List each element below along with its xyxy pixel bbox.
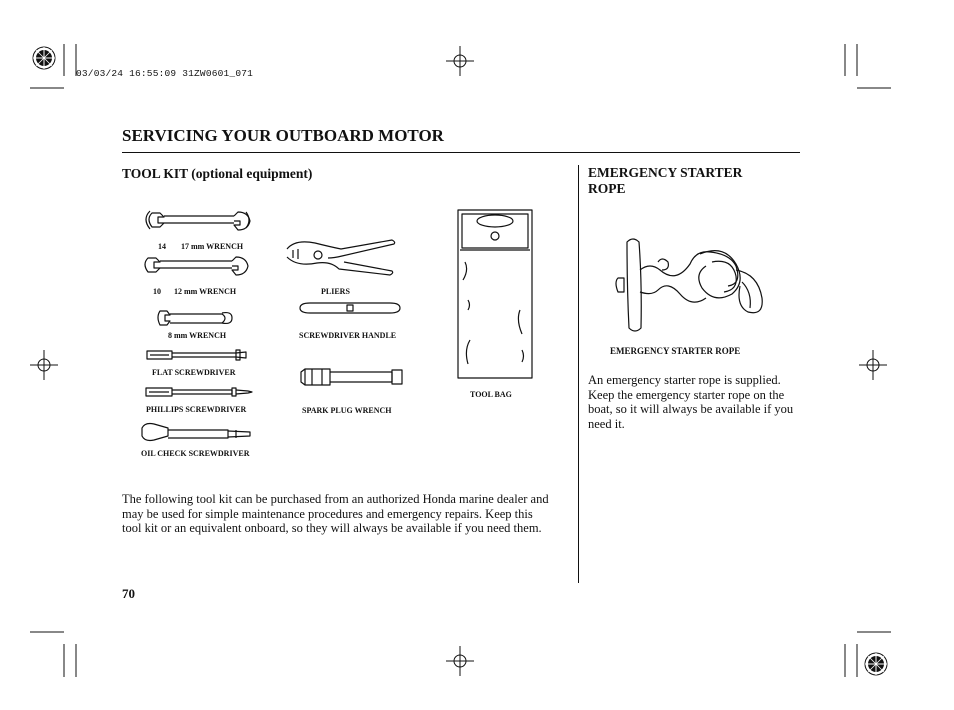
wrench-10-12-caption: 12 mm WRENCH (174, 287, 237, 296)
starter-rope-icon (616, 239, 762, 331)
tool-kit-paragraph: The following tool kit can be purchased from an authorized Honda marine dealer and may be used for simple maintenance procedures and emergency repairs. Keep this tool kit or an equivalent onboard, so they will always be available if you need them. (122, 492, 549, 536)
page-number: 70 (122, 586, 135, 601)
section-title: SERVICING YOUR OUTBOARD MOTOR (122, 126, 444, 145)
emergency-rope-caption: EMERGENCY STARTER ROPE (610, 346, 741, 356)
print-stamp: 03/03/24 16:55:09 31ZW0601_071 (76, 68, 254, 79)
spark-plug-wrench-caption: SPARK PLUG WRENCH (302, 406, 392, 415)
phillips-screwdriver-icon (146, 388, 252, 396)
tool-bag-caption: TOOL BAG (470, 390, 512, 399)
wrench-10-12-size: 10 (153, 287, 161, 296)
flat-screwdriver-icon (147, 350, 246, 360)
wrench-14-17-caption: 17 mm WRENCH (181, 242, 244, 251)
oil-check-screwdriver-icon (142, 424, 250, 441)
wrench-14-17-size: 14 (158, 242, 166, 251)
oil-check-screwdriver-caption: OIL CHECK SCREWDRIVER (141, 449, 250, 458)
tool-kit-heading: TOOL KIT (optional equipment) (122, 166, 313, 181)
spark-plug-wrench-icon (301, 369, 402, 385)
emergency-rope-paragraph: An emergency starter rope is supplied. Keep the emergency starter rope on the boat, so it will always be available if you need it. (588, 373, 794, 431)
flat-screwdriver-caption: FLAT SCREWDRIVER (152, 368, 236, 377)
phillips-screwdriver-caption: PHILLIPS SCREWDRIVER (146, 405, 247, 414)
emergency-rope-heading: EMERGENCY STARTER ROPE (588, 165, 743, 196)
wrench-8-icon (158, 311, 232, 325)
screwdriver-handle-icon (300, 303, 400, 313)
wrench-10-12-icon (145, 257, 248, 275)
pliers-caption: PLIERS (321, 287, 350, 296)
wrench-8-caption: 8 mm WRENCH (168, 331, 227, 340)
tool-bag-icon (458, 210, 532, 378)
screwdriver-handle-caption: SCREWDRIVER HANDLE (299, 331, 397, 340)
pliers-icon (287, 240, 395, 275)
wrench-14-17-icon (146, 211, 250, 230)
